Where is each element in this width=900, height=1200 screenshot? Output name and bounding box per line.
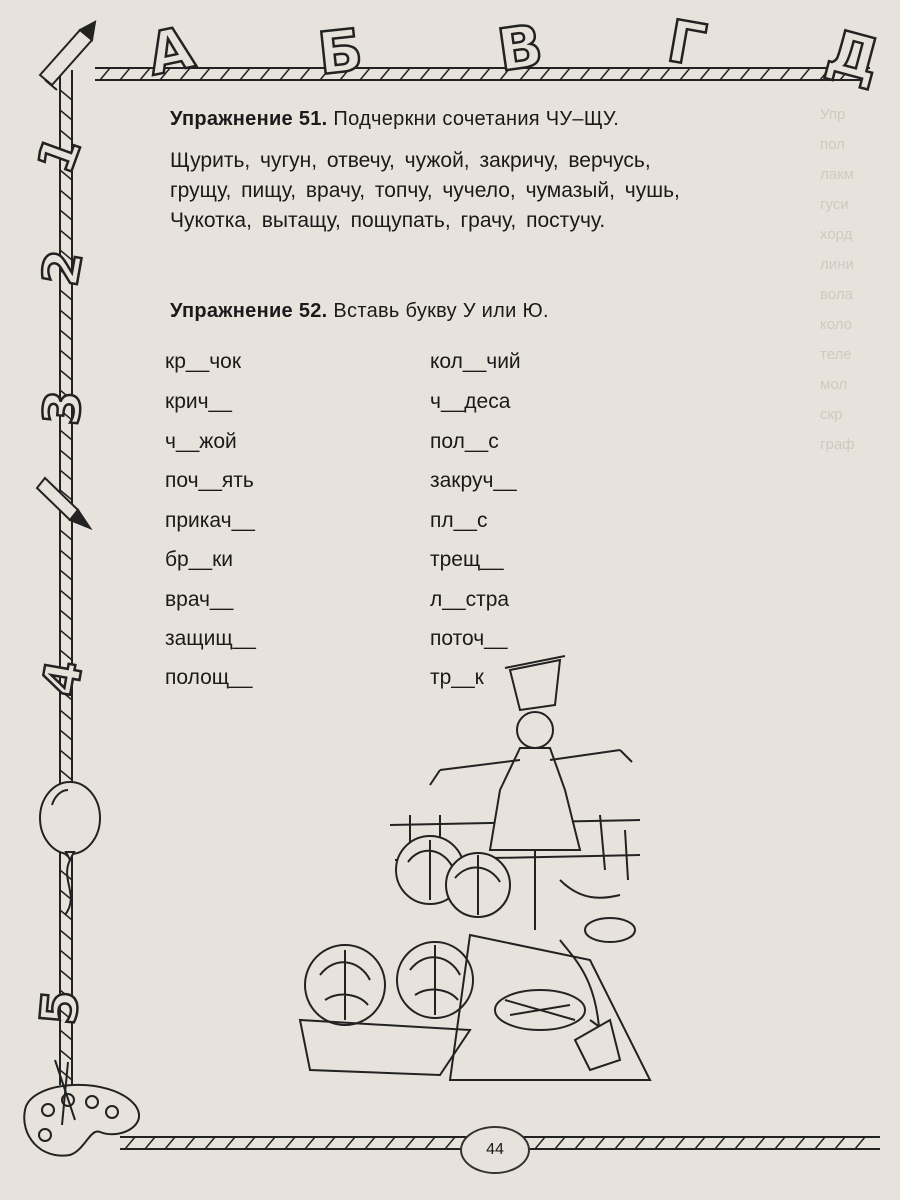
exercise-51-text bbox=[170, 146, 840, 236]
exercise-51-number: Упражнение 51. bbox=[170, 108, 328, 130]
word-item: закруч__ bbox=[430, 469, 517, 492]
exercise-52-instruction: Вставь букву У или Ю. bbox=[333, 300, 549, 322]
word-item: бр__ки bbox=[165, 548, 233, 571]
word-item: ч__жой bbox=[165, 430, 237, 453]
number-4: 4 bbox=[30, 655, 95, 701]
word-item: тр__к bbox=[430, 666, 484, 689]
exercise-51-line: грущу, пищу, врачу, топчу, чучело, чумазый, чушь, bbox=[170, 179, 680, 202]
word-item: поч__ять bbox=[165, 469, 254, 492]
letter-v: В bbox=[493, 11, 547, 85]
page-number: 44 bbox=[460, 1126, 530, 1174]
exercise-51-instruction: Подчеркни сочетания ЧУ–ЩУ. bbox=[333, 108, 620, 130]
letter-g: Г bbox=[662, 6, 711, 81]
word-item: пол__с bbox=[430, 430, 499, 453]
number-3: 3 bbox=[32, 387, 94, 428]
word-item: кол__чий bbox=[430, 350, 521, 373]
letter-b: Б bbox=[314, 15, 366, 89]
word-item: пл__с bbox=[430, 509, 488, 532]
word-item: л__стра bbox=[430, 588, 510, 611]
bleed-through-text: Упр пол лакм гуси хорд лини вола коло теле мол скр граф bbox=[820, 106, 855, 453]
word-item: крич__ bbox=[165, 390, 232, 413]
number-2: 2 bbox=[30, 245, 95, 291]
number-5: 5 bbox=[29, 987, 91, 1028]
number-1: 1 bbox=[26, 128, 93, 181]
word-item: поточ__ bbox=[430, 627, 508, 650]
word-item: полощ__ bbox=[165, 666, 253, 689]
exercise-52-title bbox=[170, 300, 549, 323]
exercise-51-line: Щурить, чугун, отвечу, чужой, закричу, верчусь, bbox=[170, 149, 651, 172]
letter-d: Д bbox=[819, 16, 888, 96]
word-item: кр__чок bbox=[165, 350, 242, 373]
exercise-51-title bbox=[170, 108, 619, 131]
exercise-51-line: Чукотка, вытащу, пощупать, грачу, постучу. bbox=[170, 209, 606, 232]
word-item: прикач__ bbox=[165, 509, 255, 532]
exercise-52-number: Упражнение 52. bbox=[170, 300, 328, 322]
word-item: ч__деса bbox=[430, 390, 511, 413]
word-item: трещ__ bbox=[430, 548, 504, 571]
letter-a: А bbox=[141, 13, 200, 89]
word-item: врач__ bbox=[165, 588, 234, 611]
word-item: защищ__ bbox=[165, 627, 256, 650]
